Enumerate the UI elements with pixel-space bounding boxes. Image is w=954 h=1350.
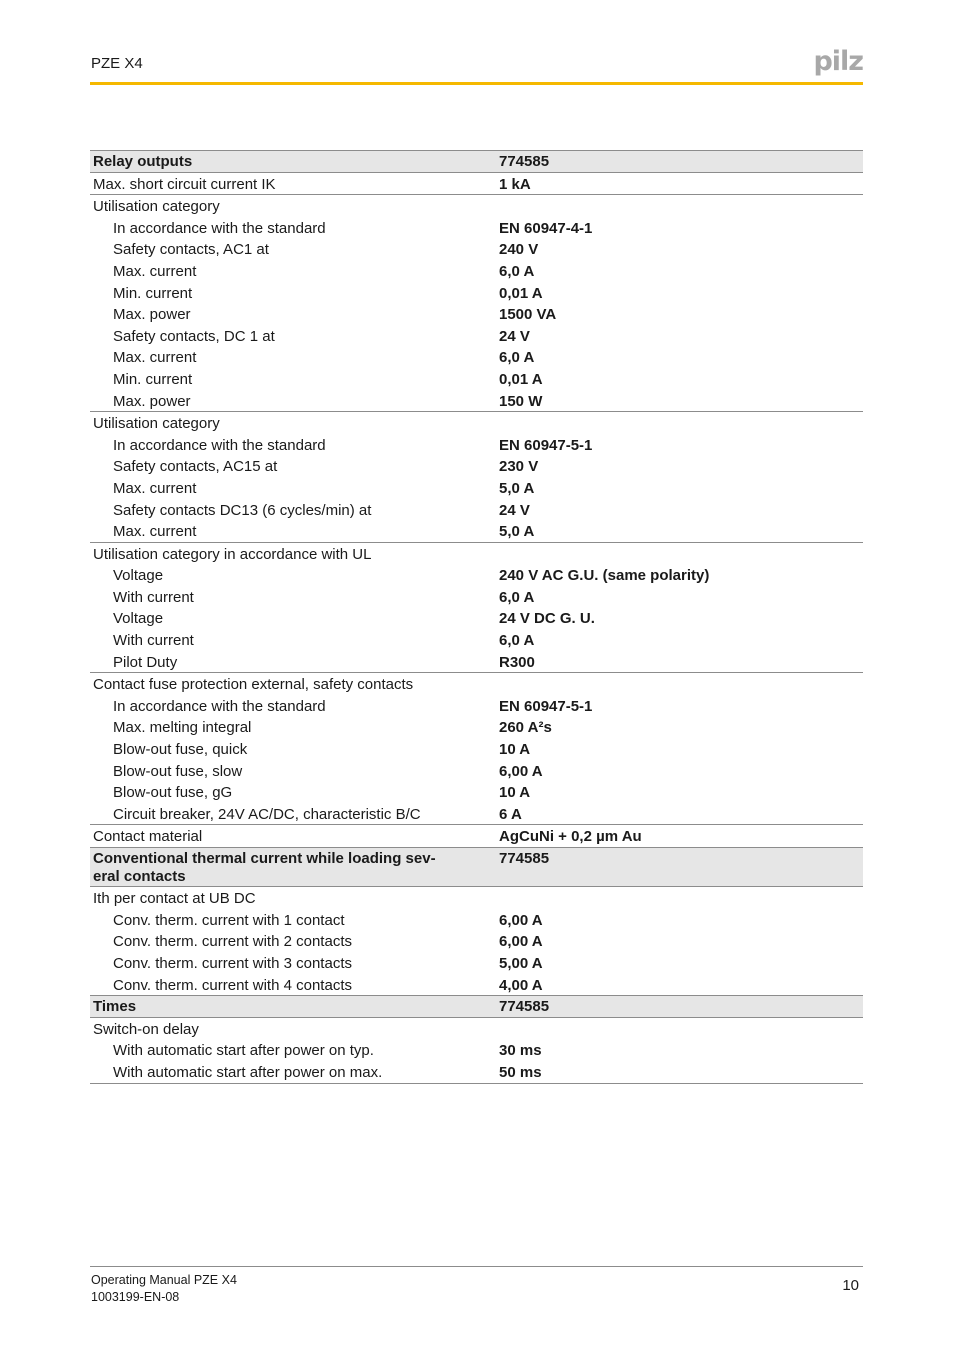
spec-value: 6,0 A [499,588,535,606]
spec-label: With automatic start after power on typ. [113,1042,374,1060]
spec-label: Blow-out fuse, gG [113,784,233,802]
spec-row [90,695,863,717]
spec-row [90,499,863,521]
spec-row [90,172,863,195]
spec-value: 24 V [499,501,530,519]
spec-label: Utilisation category in accordance with UL [93,545,372,563]
spec-row [90,368,863,390]
spec-row [90,803,863,825]
spec-value [496,1017,863,1039]
spec-row [90,542,863,564]
section-header-row [90,151,863,173]
spec-value: 6,00 A [499,911,543,929]
footer-document-number: 1003199-EN-08 [91,1290,180,1304]
spec-label: Ith per contact at UB DC [93,890,256,908]
spec-row [90,477,863,499]
spec-value: 6,00 A [499,933,543,951]
spec-row [90,909,863,931]
spec-row [90,629,863,651]
section-column-heading: 774585 [496,848,863,887]
spec-row [90,1061,863,1083]
spec-row [90,217,863,239]
spec-label: In accordance with the standard [113,697,326,715]
page-header [90,0,863,85]
spec-label: Max. power [113,306,191,324]
spec-value: 6 A [496,803,863,825]
spec-value: 6,0 A [499,632,535,650]
technical-data-body [90,151,863,1084]
section-header-row [90,848,863,887]
spec-label: Max. current [113,262,197,280]
spec-label: Contact material [90,825,496,848]
spec-label: Safety contacts, AC15 at [113,458,278,476]
spec-row [90,586,863,608]
spec-row [90,195,863,217]
spec-label: Voltage [113,610,164,628]
spec-value: 4,00 A [496,974,863,996]
spec-value: 10 A [499,741,531,759]
spec-label: Conv. therm. current with 3 contacts [113,954,352,972]
spec-value: 5,0 A [496,520,863,542]
spec-row [90,282,863,304]
section-column-heading: 774585 [496,996,863,1018]
spec-label: In accordance with the standard [113,436,326,454]
spec-value: EN 60947-5-1 [499,697,593,715]
document-title: PZE X4 [91,55,143,72]
spec-value: 50 ms [496,1061,863,1083]
spec-row [90,520,863,542]
spec-row [90,760,863,782]
spec-label: Safety contacts, AC1 at [113,241,269,259]
spec-label: Blow-out fuse, slow [113,762,243,780]
spec-value: 150 W [496,390,863,412]
spec-value [496,887,863,909]
spec-row [90,738,863,760]
spec-row [90,930,863,952]
spec-row [90,346,863,368]
spec-label: Max. power [90,390,496,412]
section-title: Times [90,996,496,1018]
spec-value: 240 V AC G.U. (same polarity) [499,567,710,585]
spec-row [90,887,863,909]
spec-value: 240 V [499,241,539,259]
page-number: 10 [842,1277,859,1294]
spec-value: 0,01 A [499,370,543,388]
spec-value: 1 kA [496,172,863,195]
spec-label: Circuit breaker, 24V AC/DC, characteristic B/C [90,803,496,825]
spec-label: Safety contacts DC13 (6 cycles/min) at [113,501,372,519]
spec-value: EN 60947-5-1 [499,436,593,454]
spec-value [496,673,863,695]
spec-value: 6,0 A [499,349,535,367]
spec-row [90,952,863,974]
spec-label: Max. current [113,479,197,497]
spec-value: 5,00 A [499,954,543,972]
spec-value: 1500 VA [499,306,557,324]
spec-label: Max. current [90,520,496,542]
spec-value: 6,0 A [499,262,535,280]
spec-row [90,303,863,325]
spec-row [90,455,863,477]
spec-row [90,1039,863,1061]
spec-row [90,607,863,629]
spec-label: Conv. therm. current with 1 contact [113,911,345,929]
technical-data-table [90,150,863,1084]
spec-label: Max. short circuit current IK [90,172,496,195]
spec-label: Pilot Duty [90,651,496,673]
spec-value: 24 V [499,327,530,345]
spec-label: Contact fuse protection external, safety contacts [93,676,414,694]
spec-label: Min. current [113,284,193,302]
spec-label: Utilisation category [93,198,220,216]
section-title: Conventional thermal current while loading sev- eral contacts [90,848,496,887]
spec-value: 230 V [499,458,539,476]
spec-label: Conv. therm. current with 4 contacts [90,974,496,996]
section-column-heading: 774585 [496,151,863,173]
spec-row [90,238,863,260]
spec-row [90,974,863,996]
spec-row [90,781,863,803]
spec-value: 5,0 A [499,479,535,497]
spec-label: In accordance with the standard [113,219,326,237]
spec-row [90,651,863,673]
spec-value: AgCuNi + 0,2 µm Au [496,825,863,848]
spec-row [90,1017,863,1039]
spec-row [90,390,863,412]
spec-label: Voltage [113,567,164,585]
spec-row [90,825,863,848]
spec-value [496,542,863,564]
spec-label: Max. melting integral [113,719,252,737]
spec-row [90,325,863,347]
spec-row [90,673,863,695]
spec-value: EN 60947-4-1 [499,219,593,237]
page-footer [90,1266,863,1304]
spec-label: Max. current [113,349,197,367]
spec-value: 24 V DC G. U. [499,610,595,628]
spec-value: 6,00 A [499,762,543,780]
spec-row [90,434,863,456]
spec-label: Min. current [113,370,193,388]
spec-value: 10 A [499,784,531,802]
spec-value: 260 A²s [499,719,552,737]
spec-value [496,412,863,434]
spec-label: Conv. therm. current with 2 contacts [113,933,352,951]
spec-value: 30 ms [499,1042,542,1060]
spec-label: With automatic start after power on max. [90,1061,496,1083]
spec-row [90,412,863,434]
spec-value: 0,01 A [499,284,543,302]
spec-label: Blow-out fuse, quick [113,741,248,759]
spec-label: Utilisation category [93,415,220,433]
spec-row [90,260,863,282]
spec-label: With current [113,632,194,650]
pilz-logo: pilz [813,46,863,77]
footer-manual-title: Operating Manual PZE X4 [91,1273,237,1287]
spec-row [90,564,863,586]
section-title: Relay outputs [90,151,496,173]
spec-value: R300 [496,651,863,673]
spec-label: Switch-on delay [93,1020,199,1038]
spec-row [90,716,863,738]
section-header-row [90,996,863,1018]
spec-label: Safety contacts, DC 1 at [113,327,275,345]
spec-label: With current [113,588,194,606]
spec-value [496,195,863,217]
